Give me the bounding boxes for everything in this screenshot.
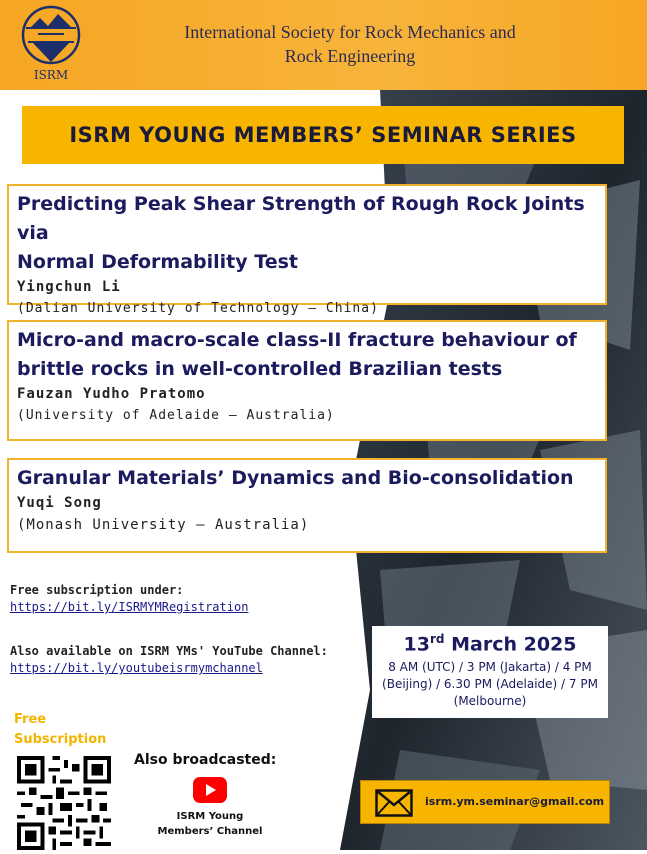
email-address[interactable]: isrm.ym.seminar@gmail.com (425, 795, 605, 808)
free-line-1: Free (14, 712, 47, 727)
talk-1-speaker: Yingchun Li (17, 279, 121, 295)
talk-1-affiliation: (Dalian University of Technology – China) (17, 301, 379, 316)
banner-title: ISRM YOUNG MEMBERS’ SEMINAR SERIES (69, 123, 577, 147)
logo-text: ISRM (33, 68, 69, 82)
seminar-series-banner (22, 106, 624, 164)
isrm-logo (18, 4, 84, 86)
talk-3-affiliation: (Monash University – Australia) (17, 517, 310, 533)
email-box[interactable] (360, 780, 610, 824)
youtube-icon[interactable] (193, 777, 227, 803)
channel-line-1: ISRM Young (176, 811, 244, 822)
talk-2-title-line-2: brittle rocks in well-controlled Brazilian tests (17, 358, 503, 380)
talk-1-title (17, 190, 597, 277)
talk-card-2 (7, 320, 607, 441)
organization-name (140, 20, 560, 68)
talk-3-title: Granular Materials’ Dynamics and Bio-consolidation (17, 467, 574, 489)
event-date (372, 632, 608, 655)
header-bar (0, 0, 647, 90)
talk-2-title (17, 326, 597, 384)
talk-2-affiliation: (University of Adelaide – Australia) (17, 408, 335, 423)
subscription-label: Free subscription under: (10, 583, 184, 597)
talk-2-title-line-1: Micro-and macro-scale class-II fracture behaviour of (17, 329, 577, 351)
org-line-1: International Society for Rock Mechanics and (184, 22, 516, 42)
qr-code-icon[interactable] (16, 756, 112, 850)
talk-3-speaker: Yuqi Song (17, 495, 102, 511)
free-subscription-label (14, 710, 106, 750)
youtube-channel-label (140, 809, 280, 839)
event-date-box (372, 626, 608, 718)
event-day-suffix: rd (429, 632, 445, 646)
talk-card-3 (7, 458, 607, 553)
event-times: 8 AM (UTC) / 3 PM (Jakarta) / 4 PM (Beijing) / 6.30 PM (Adelaide) / 7 PM (Melbourne) (382, 660, 598, 709)
talk-1-title-line-2: Normal Deformability Test (17, 251, 298, 273)
youtube-link[interactable]: https://bit.ly/youtubeisrmymchannel (10, 661, 263, 675)
event-day: 13 (403, 633, 430, 656)
registration-link[interactable]: https://bit.ly/ISRMYMRegistration (10, 600, 249, 614)
youtube-block (10, 644, 328, 675)
envelope-icon (375, 789, 413, 817)
youtube-label: Also available on ISRM YMs' YouTube Channel: (10, 644, 328, 658)
org-line-2: Rock Engineering (284, 46, 416, 66)
channel-line-2: Members’ Channel (157, 826, 263, 837)
event-month-year: March 2025 (444, 633, 577, 656)
talk-1-title-line-1: Predicting Peak Shear Strength of Rough Rock Joints via (17, 193, 585, 244)
free-line-2: Subscription (14, 732, 107, 747)
talk-card-1 (7, 184, 607, 316)
broadcast-label: Also broadcasted: (134, 752, 277, 768)
talk-2-speaker: Fauzan Yudho Pratomo (17, 386, 206, 402)
subscription-block (10, 583, 248, 614)
